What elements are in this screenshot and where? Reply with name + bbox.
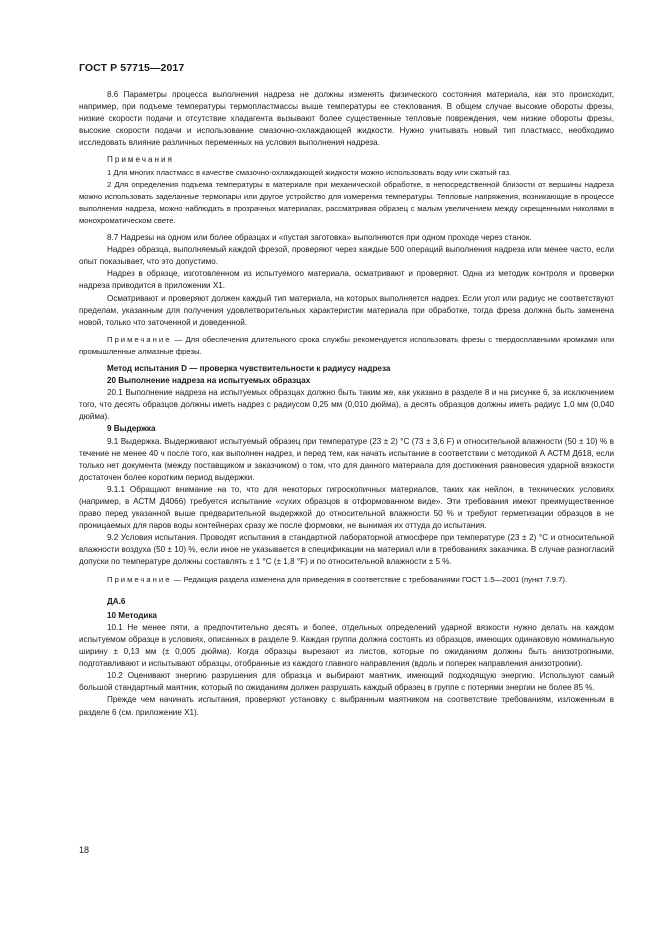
note-2: 2 Для определения подъема температуры в материале при механической обработке, в непосредственной близости от вершины надреза можно использовать заделанные термопары или другое устройство для измерения температуры. Тепловые напряжения, возникающие в процессе выполнения надреза, можно наблюдать в прозрачных материалах, рассматривая образец с малым увеличением между скрещенными николями в монохроматическом свете. xyxy=(79,179,614,225)
note-1: 1 Для многих пластмасс в качестве смазочно-охлаждающей жидкости можно использовать воду или сжатый газ. xyxy=(107,167,512,177)
note-label: Примечание xyxy=(107,574,172,584)
section-9-heading: 9 Выдержка xyxy=(107,424,156,434)
note-cutters xyxy=(79,334,614,358)
page-number: 18 xyxy=(79,845,90,855)
paragraph-setup-check: Прежде чем начинать испытания, проверяют установку с выбранным маятником на соответствие требованиям, изложенным в разделе 6 (см. приложение Х1). xyxy=(79,695,614,717)
note-text: — Для обеспечения длительного срока службы рекомендуется использовать фрезы с твердосплавными кромками или промышленные алмазные фрезы. xyxy=(79,334,614,356)
paragraph-9-2: 9.2 Условия испытания. Проводят испытания в стандартной лабораторной атмосфере при температуре (23 ± 2) °С и относительной влажности воздуха (50 ± 10) %, если иное не указывается в спецификации на материал или в требованиях заказчика. В случае разногласий допуски по температуре должны составлять ± 1 °С (± 1,8 °F) и по относительной влажности ± 5 %. xyxy=(79,533,614,567)
notes-heading: Примечания xyxy=(107,155,174,165)
paragraph-8-7: 8.7 Надрезы на одном или более образцах и «пустая заготовка» выполняются при одном проходе через станок. xyxy=(107,233,532,243)
section-10-heading: 10 Методика xyxy=(107,610,157,620)
paragraph-notch-check: Надрез образца, выполняемый каждой фрезой, проверяют через каждые 500 операций выполнения надреза или менее часто, если опыт показывает, что это допустимо. xyxy=(79,245,614,267)
page-header-title: ГОСТ Р 57715—2017 xyxy=(79,62,185,74)
note-edition xyxy=(79,574,614,586)
paragraph-cutter-replace: Осматривают и проверяют должен каждый тип материала, на которых выполняется надрез. Если угол или радиус не соответствуют пределам, указанным для получения удовлетворительных характеристик материала при обработке, тогда фреза должна быть заменена новой, только что заточенной и доведенной. xyxy=(79,293,614,327)
section-20-heading: 20 Выполнение надреза на испытуемых образцах xyxy=(107,376,311,386)
paragraph-8-6: 8.6 Параметры процесса выполнения надреза не должны изменять физического состояния материала, как это происходит, например, при подъеме температуры термопластмассы выше температуры ее стеклования. В общем случае высокие обороты фрезы, низкие скорости подачи и отсутствие хладагента вызывают более существенные тепловые повреждения, чем низкие обороты фрезы, высокие скорости подачи и использование смазочно-охлаждающей жидкости. Нужно учитывать новый тип пластмасс, необходимо исследовать влияние различных переменных на условия выполнения надреза. xyxy=(79,90,614,148)
section-da6-heading: ДА.6 xyxy=(107,596,126,606)
document-body xyxy=(79,89,614,719)
note-label: Примечание xyxy=(107,334,172,344)
paragraph-9-1: 9.1 Выдержка. Выдерживают испытуемый образец при температуре (23 ± 2) °С (73 ± 3,6 F) и относительной влажности (50 ± 10) % в течение не менее 40 ч после того, как выполнен надрез, и перед тем, как начать испытание в соответствии с методикой А АСТМ Д618, если только нет документа (между поставщиком и заказчиком) о том, что для данного материала для достижения равновесия ударной вязкости достаточен более коротким период выдержки. xyxy=(79,436,614,482)
paragraph-10-1: 10.1 Не менее пяти, а предпочтительно десять и более, отдельных определений ударной вязкости нужно делать на каждом испытуемом образце в условиях, описанных в разделе 9. Каждая группа должна состоять из образцов, имеющих одинаковую номинальную ширину ± 0,13 мм (± 0,005 дюйма). Когда образцы вырезают из листов, которые по ожиданиям должны быть анизотропными, подготавливают и испытывают образцы, отобранные из каждого главного направления (вдоль и поперек направления анизотропии). xyxy=(79,622,614,669)
paragraph-notch-inspect: Надрез в образце, изготовленном из испытуемого материала, осматривают и проверяют. Одна из методик контроля и проверки надреза приводится в приложении Х1. xyxy=(79,269,614,291)
method-d-heading: Метод испытания D — проверка чувствительности к радиусу надреза xyxy=(107,363,391,373)
paragraph-10-2: 10.2 Оценивают энергию разрушения для образца и выбирают маятник, имеющий подходящую энергию. Используют самый большой стандартный маятник, который по ожиданиям должен разрушать каждый образец в группе с потерями энергии не более 85 %. xyxy=(79,671,614,693)
paragraph-9-1-1: 9.1.1 Обращают внимание на то, что для некоторых гигроскопичных материалов, таких как нейлон, в технических условиях (например, в АСТМ Д4066) требуется испытание «сухих образцов в отформованном виде». Эти требования имеют преимущественное право перед указанной выше предварительной выдержкой до относительной влажности 50 % и требуют герметизации образцов в не проницаемых для паров воды контейнерах сразу же после формовки, не вынимая их оттуда до испытания. xyxy=(79,484,614,531)
paragraph-20-1: 20.1 Выполнение надреза на испытуемых образцах должно быть таким же, как указано в разделе 8 и на рисунке 6, за исключением того, что десять образцов должны иметь надрез с радиусом 0,25 мм (0,010 дюйма), а десять образцов должны иметь радиус 1,0 мм (0,040 дюйма). xyxy=(79,388,614,422)
note-text: — Редакция раздела изменена для приведения в соответствие с требованиями ГОСТ 1.5—2001 (пункт 7.9.7). xyxy=(171,574,568,584)
